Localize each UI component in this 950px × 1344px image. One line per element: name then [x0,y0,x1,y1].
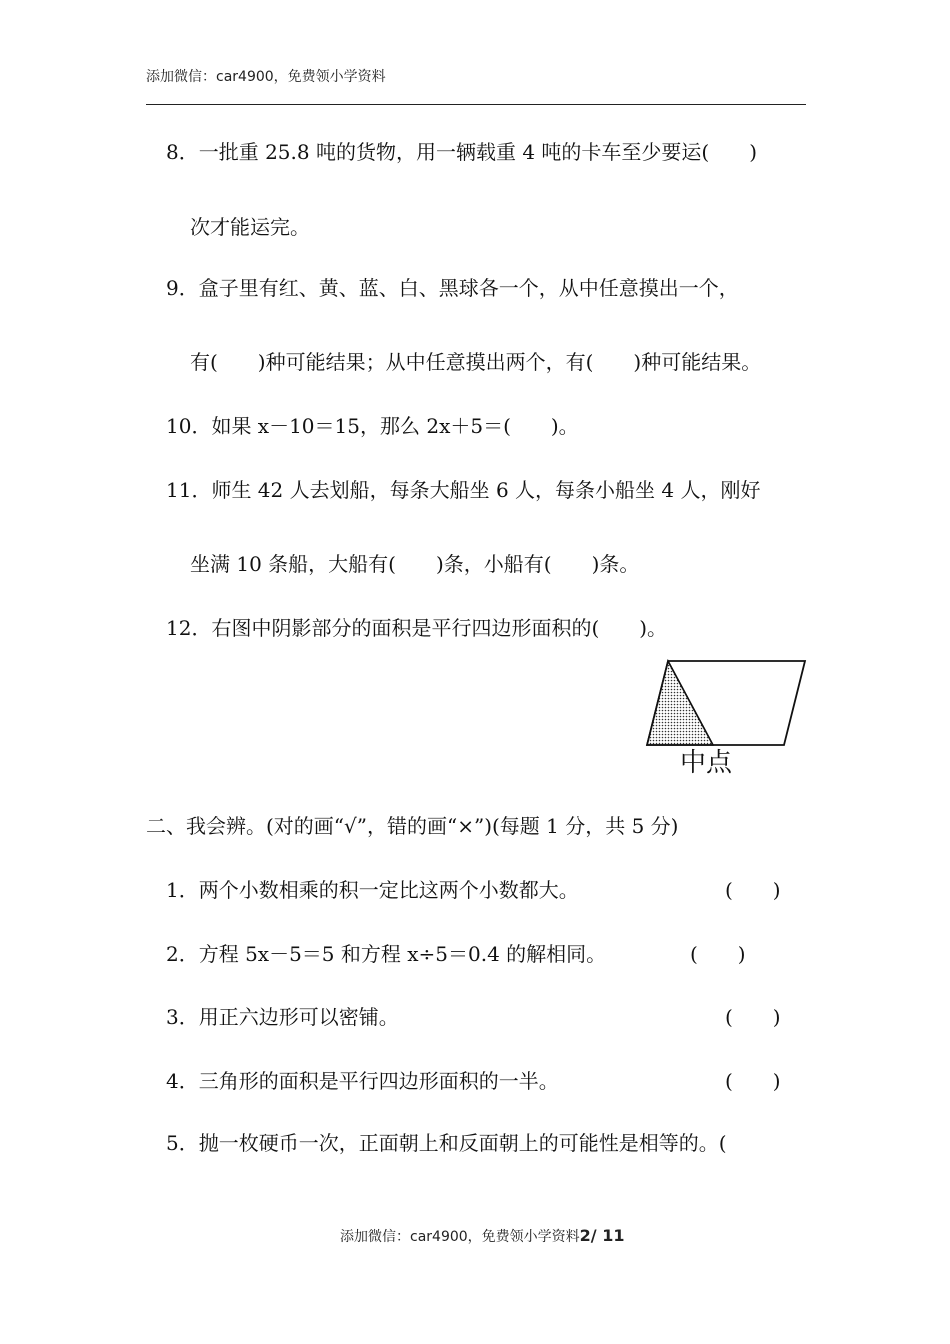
question-12: 12．右图中阴影部分的面积是平行四边形面积的( )。 [166,616,668,640]
judge-answer-3[interactable]: ( ) [725,1005,781,1029]
judge-answer-1[interactable]: ( ) [725,878,781,902]
section-2-title: 二、我会辨。(对的画“√”，错的画“×”)(每题 1 分，共 5 分) [146,814,679,838]
page-number: 2/ 11 [579,1226,625,1245]
question-8-line2: 次才能运完。 [190,215,310,239]
parallelogram-figure [640,655,815,780]
question-8-line1: 8．一批重 25.8 吨的货物，用一辆载重 4 吨的卡车至少要运( ) [166,140,758,164]
judge-item-5: 5．抛一枚硬币一次，正面朝上和反面朝上的可能性是相等的。( [166,1131,727,1155]
question-10: 10．如果 x－10＝15，那么 2x＋5＝( )。 [166,414,579,438]
judge-answer-4[interactable]: ( ) [725,1069,781,1093]
page-footer [340,1226,624,1246]
judge-item-4: 4．三角形的面积是平行四边形面积的一半。 [166,1069,559,1093]
question-9-line1: 9．盒子里有红、黄、蓝、白、黑球各一个，从中任意摸出一个， [166,276,739,300]
parallelogram-diagram [640,655,815,780]
judge-answer-2[interactable]: ( ) [690,942,746,966]
judge-item-1: 1．两个小数相乘的积一定比这两个小数都大。 [166,878,579,902]
judge-item-3: 3．用正六边形可以密铺。 [166,1005,399,1029]
page-header: 添加微信：car4900，免费领小学资料 [146,69,386,85]
question-11-line1: 11．师生 42 人去划船，每条大船坐 6 人，每条小船坐 4 人，刚好 [166,478,761,502]
question-11-line2: 坐满 10 条船，大船有( )条，小船有( )条。 [190,552,640,576]
judge-item-2: 2．方程 5x－5＝5 和方程 x÷5＝0.4 的解相同。 [166,942,607,966]
footer-text: 添加微信：car4900，免费领小学资料 [340,1229,580,1245]
midpoint-label: 中点 [680,748,733,778]
header-rule [146,104,806,105]
question-9-line2: 有( )种可能结果；从中任意摸出两个，有( )种可能结果。 [190,350,762,374]
